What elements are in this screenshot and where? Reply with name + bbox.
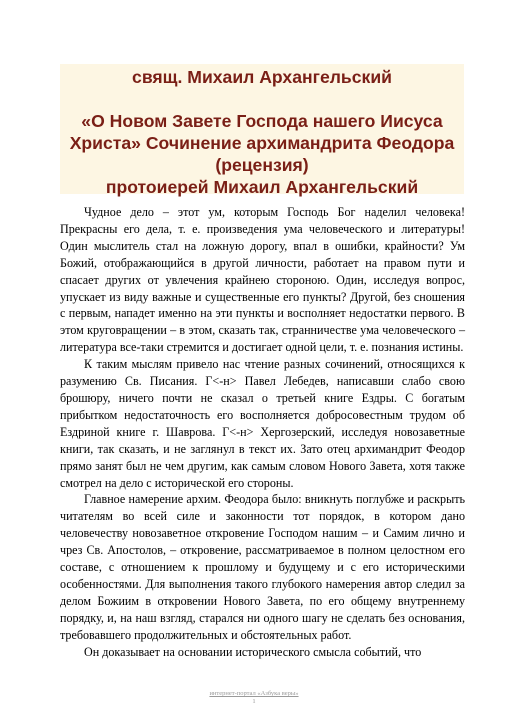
paragraph-3: Главное намерение архим. Феодора было: вникнуть поглубже и раскрыть читателям во всей силе и законности тот порядок, в котором дано человечеству новозаветное откровение Господом нашим – и Самим лично и чрез Св. Апостолов, – откровение, рассматриваемое в полном целостном его составе, с отношением к прошлому и будущему и с его историческими особенностями. Для выполнения такого глубокого намерения автор следил за делом Божиим в откровении Нового Завета, по его общему внутреннему порядку, и, на наш взгляд, старался ни одного шагу не сделать без основания, требовавшего продолжительных и обстоятельных работ. [60, 492, 465, 642]
document-header [60, 66, 464, 198]
page-footer [0, 690, 508, 706]
title-line-3: (рецензия) [215, 155, 309, 175]
page-number: 1 [252, 698, 256, 705]
byline: протоиерей Михаил Архангельский [105, 177, 419, 197]
title-line-1: «О Новом Завете Господа нашего Иисуса [81, 111, 443, 131]
paragraph-4: Он доказывает на основании исторического смысла событий, что [84, 644, 422, 659]
title-line-2: Христа» Сочинение архимандрита Феодора [69, 133, 455, 153]
paragraph-1: Чудное дело – этот ум, которым Господь Бог наделил человека! Прекрасны его дела, т. е. произведения ума человеческого и литературы! Один мыслитель стал на ложную дорогу, впал в ошибки, крайности? Ум Божий, отображающийся в другой личности, работает на правом пути и спасает других от увлечения крайнею стороною. Один, исследуя вопрос, упускает из виду важные и существенные его пункты? Другой, без сношения с первым, нападет именно на эти пункты и восполняет недостатки первого. В этом круговращении – в этом, сказать так, странничестве ума человеческого – литература все-таки стремится и достигает одной цели, т. е. познания истины. [60, 205, 465, 355]
author-line: свящ. Михаил Архангельский [132, 67, 392, 87]
header-spacer [60, 88, 464, 110]
article-body [60, 204, 465, 660]
paragraph-2: К таким мыслям привело нас чтение разных сочинений, относящихся к разумению Св. Писания. Г<-н> Павел Лебедев, написавши слабо свою брошюру, ничего почти не сказал о третьей книге Ездры. С богатым прибытком недостаточность его восполняется добросовестным трудом об Ездриной книге г. Шаврова. Г<-н> Хергозерский, исследуя новозаветные книги, так сказать, и не заглянул в текст их. Зато отец архимандрит Феодор прямо занят был не чем другим, как самым словом Нового Завета, хотя также смотрел на дело с исторической его стороны. [60, 357, 465, 490]
footer-source-link[interactable]: интернет-портал «Азбука веры» [209, 690, 299, 697]
